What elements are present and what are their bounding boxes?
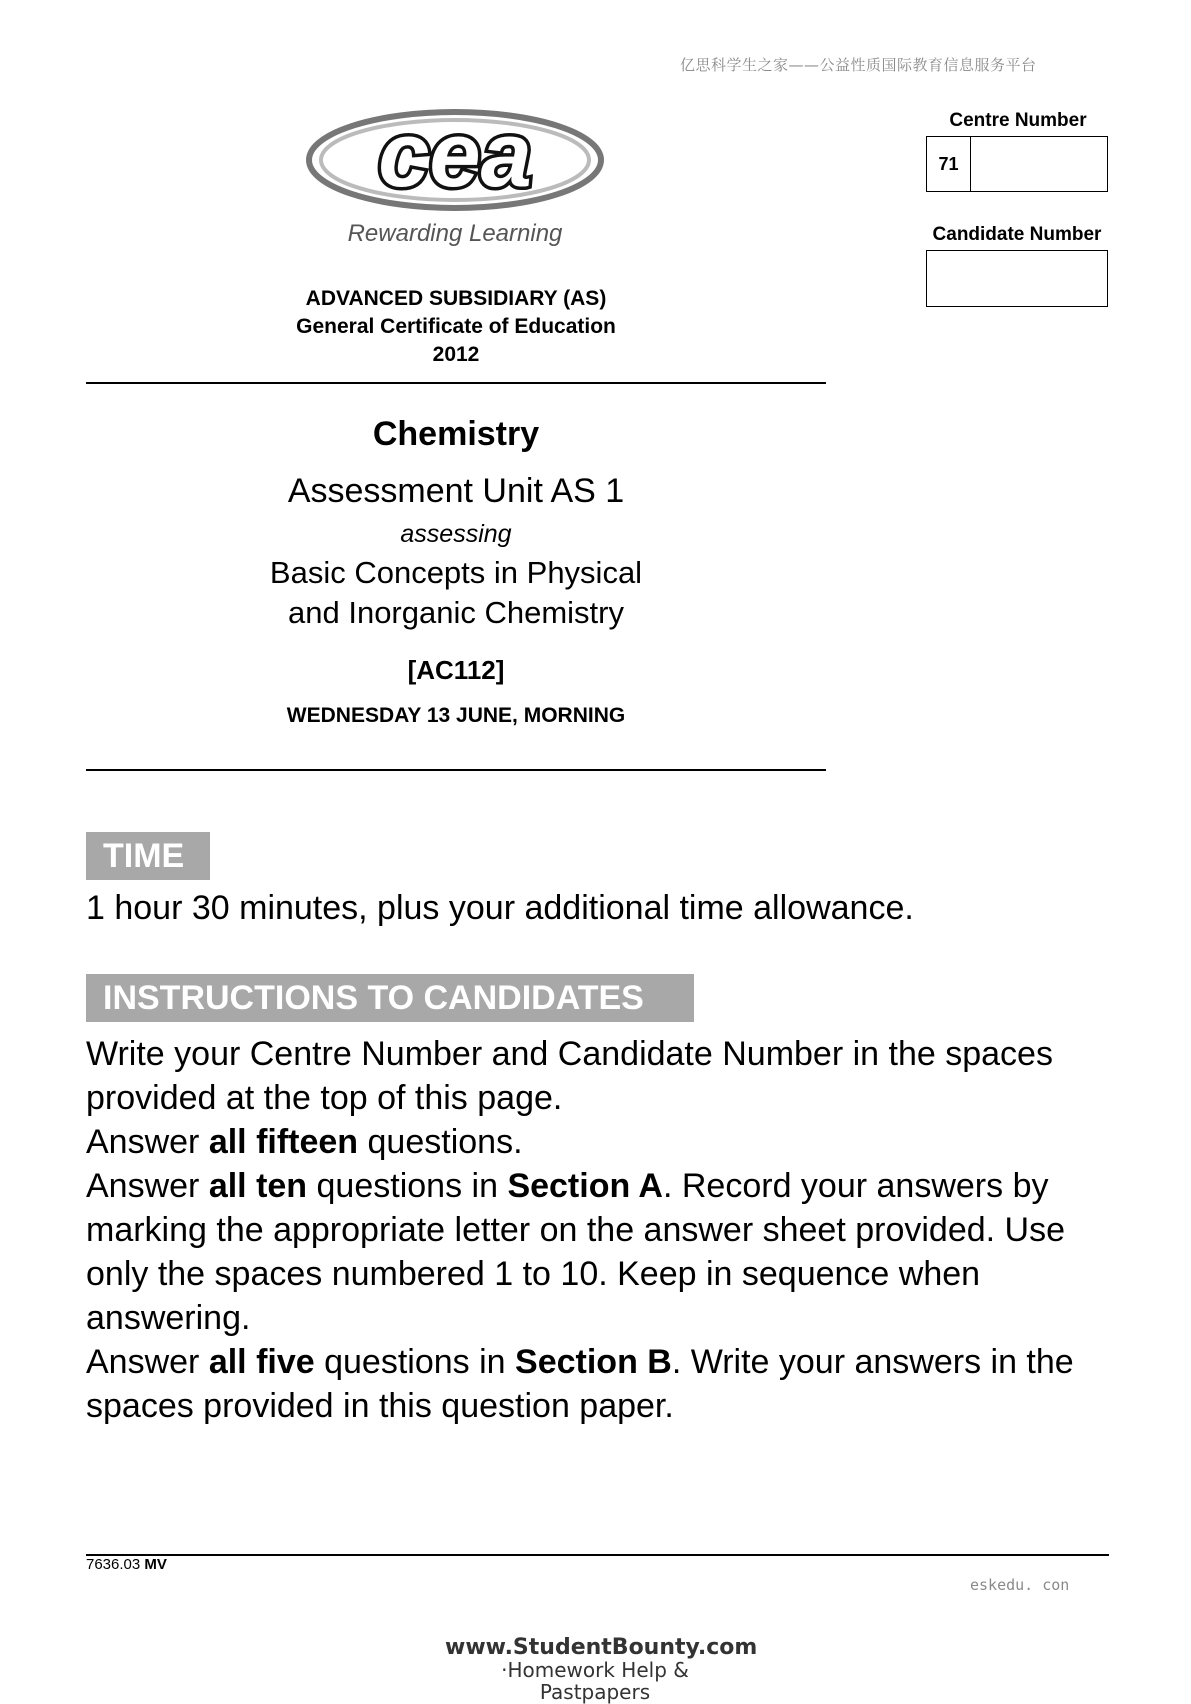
logo-text: cea: [378, 108, 532, 206]
instruction-4: Answer all five questions in Section B. Write your answers in the spaces provided in this question paper.: [86, 1343, 1074, 1425]
instruction-2: Answer all fifteen questions.: [86, 1123, 523, 1161]
level-heading: ADVANCED SUBSIDIARY (AS): [305, 287, 607, 310]
qualification-heading: General Certificate of Education: [296, 315, 616, 338]
time-text: 1 hour 30 minutes, plus your additional time allowance.: [86, 889, 914, 927]
studentbounty-logo[interactable]: [445, 1635, 758, 1704]
footer-divider: [86, 1554, 1109, 1556]
candidate-number-label: Candidate Number: [932, 224, 1102, 245]
assessment-unit: Assessment Unit AS 1: [287, 472, 625, 510]
year-heading: 2012: [432, 343, 480, 366]
subject-title: Chemistry: [372, 415, 540, 453]
centre-number-label: Centre Number: [949, 110, 1087, 131]
instruction-3: Answer all ten questions in Section A. Record your answers by marking the appropriate letter on the answer sheet provided. Use only the spaces numbered 1 to 10. Keep in sequence when answering.: [86, 1167, 1065, 1337]
studentbounty-url: www.StudentBounty.com: [445, 1635, 758, 1660]
studentbounty-tagline: ·Homework Help & Pastpapers: [501, 1658, 689, 1704]
logo-tagline: Rewarding Learning: [347, 220, 563, 247]
candidate-number-field[interactable]: [926, 250, 1108, 307]
footer-code: 7636.03 MV: [86, 1556, 167, 1573]
time-heading: TIME: [86, 832, 210, 880]
instruction-1: Write your Centre Number and Candidate Number in the spaces provided at the top of this page.: [86, 1035, 1053, 1117]
topic-line-1: Basic Concepts in Physical: [269, 555, 643, 590]
divider-top: [86, 382, 826, 384]
exam-date: WEDNESDAY 13 JUNE, MORNING: [286, 704, 626, 727]
instructions-heading: INSTRUCTIONS TO CANDIDATES: [86, 974, 694, 1022]
instructions-body: [86, 1032, 1126, 1428]
watermark-bottom: eskedu. con: [970, 1576, 1070, 1594]
centre-number-prefix: 71: [927, 137, 971, 191]
topic-line-2: and Inorganic Chemistry: [288, 595, 624, 630]
centre-number-field[interactable]: [926, 136, 1108, 192]
cea-logo: [305, 108, 605, 218]
paper-code: [AC112]: [407, 655, 505, 685]
assessing-label: assessing: [400, 520, 512, 548]
watermark-top: 亿思科学生之家——公益性质国际教育信息服务平台: [680, 56, 1037, 74]
divider-bottom: [86, 769, 826, 771]
